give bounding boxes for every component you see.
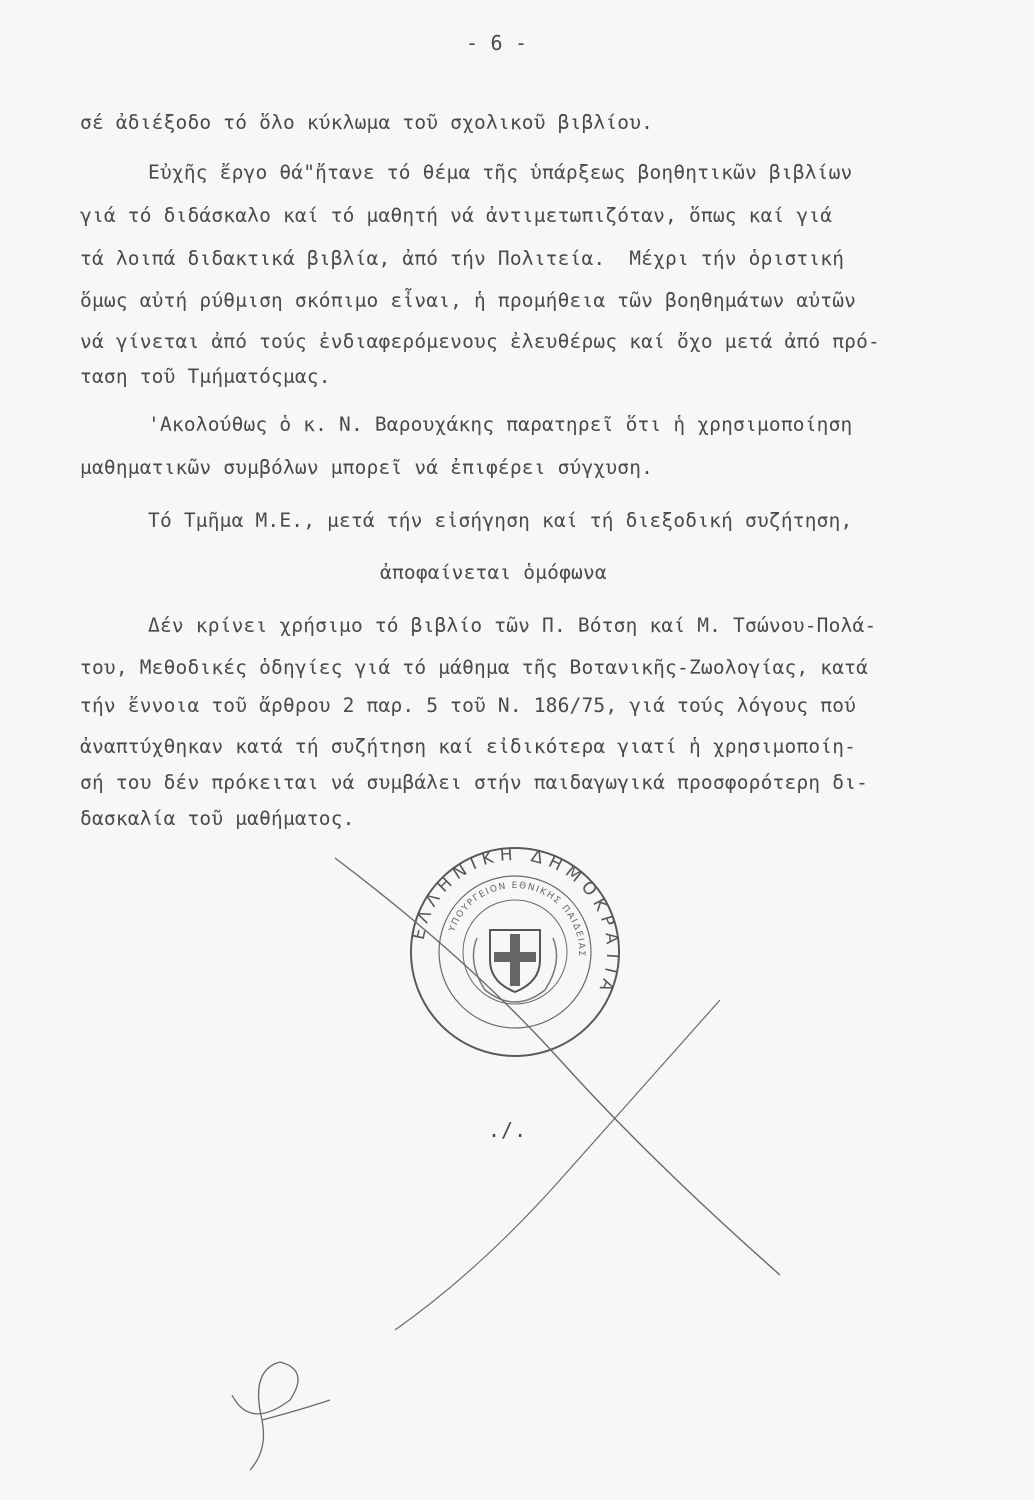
text-line: μαθηματικῶν συμβόλων μπορεῖ νά ἐπιφέρει σύγχυση. xyxy=(80,456,654,479)
text-line: σή του δέν πρόκειται νά συμβάλει στήν παιδαγωγικά προσφορότερη δι- xyxy=(80,771,869,794)
text-line: Εὐχῆς ἔργο θά"ἤτανε τό θέμα τῆς ὑπάρξεως βοηθητικῶν βιβλίων xyxy=(148,161,853,184)
text-line: τήν ἔννοια τοῦ ἄρθρου 2 παρ. 5 τοῦ Ν. 186/75, γιά τούς λόγους πού xyxy=(80,694,857,717)
svg-text:ΥΠΟΥΡΓΕΙΟΝ ΕΘΝΙΚΗΣ ΠΑΙΔΕΙΑΣ: ΥΠΟΥΡΓΕΙΟΝ ΕΘΝΙΚΗΣ ΠΑΙΔΕΙΑΣ xyxy=(447,880,587,958)
decision-heading: ἀποφαίνεται ὁμόφωνα xyxy=(380,561,607,584)
text-line: τά λοιπά διδακτικά βιβλία, ἀπό τήν Πολιτεία. Μέχρι τήν ὁριστική xyxy=(80,247,845,270)
svg-text:ΕΛΛΗΝΙΚΗ ΔΗΜΟΚΡΑΤΙΑ: ΕΛΛΗΝΙΚΗ ΔΗΜΟΚΡΑΤΙΑ xyxy=(408,844,623,1000)
text-line: ὅμως αὐτή ρύθμιση σκόπιμο εἶναι, ἡ προμήθεια τῶν βοηθημάτων αὐτῶν xyxy=(80,289,857,312)
text-line: 'Ακολούθως ὁ κ. Ν. Βαρουχάκης παρατηρεῖ ὅτι ἡ χρησιμοποίηση xyxy=(148,413,853,436)
page-number: - 6 - xyxy=(466,31,528,55)
text-line: Τό Τμῆμα Μ.Ε., μετά τήν εἰσήγηση καί τή διεξοδική συζήτηση, xyxy=(148,509,853,532)
text-line: σέ ἀδιέξοδο τό ὅλο κύκλωμα τοῦ σχολικοῦ βιβλίου. xyxy=(80,111,654,134)
text-line: ἀναπτύχθηκαν κατά τή συζήτηση καί εἰδικότερα γιατί ἡ χρησιμοποίη- xyxy=(80,735,857,758)
text-line: δασκαλία τοῦ μαθήματος. xyxy=(80,807,355,830)
signature xyxy=(232,1362,330,1470)
text-line: του, Μεθοδικές ὁδηγίες γιά τό μάθημα τῆς Βοτανικῆς-Ζωολογίας, κατά xyxy=(80,656,869,679)
text-line: ταση τοῦ Τμήματόςμας. xyxy=(80,365,331,388)
text-line: γιά τό διδάσκαλο καί τό μαθητή νά ἀντιμετωπιζόταν, ὅπως καί γιά xyxy=(80,204,833,227)
continuation-mark: ./. xyxy=(488,1118,528,1142)
official-seal xyxy=(405,842,625,1062)
text-line: Δέν κρίνει χρήσιμο τό βιβλίο τῶν Π. Βότση καί Μ. Τσώνου-Πολά- xyxy=(148,614,877,637)
text-line: νά γίνεται ἀπό τούς ἐνδιαφερόμενους ἐλευθέρως καί ὄχο μετά ἀπό πρό- xyxy=(80,330,880,353)
